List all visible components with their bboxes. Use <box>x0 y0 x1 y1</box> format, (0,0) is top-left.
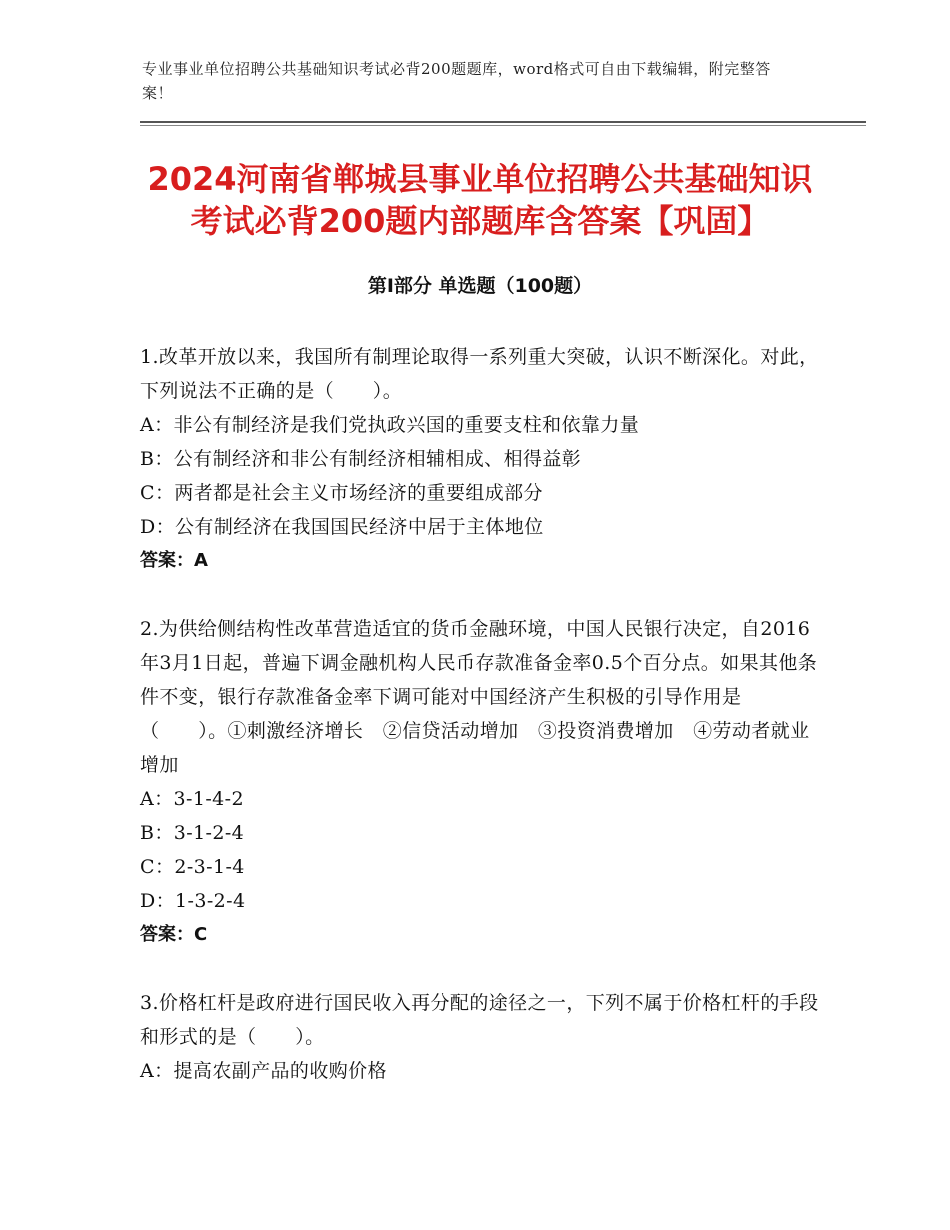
header-divider-thick <box>140 121 866 123</box>
option-c: C：两者都是社会主义市场经济的重要组成部分 <box>140 482 543 504</box>
question-1 <box>140 340 820 578</box>
answer: 答案：A <box>140 550 208 571</box>
option-a: A：非公有制经济是我们党执政兴国的重要支柱和依靠力量 <box>140 414 640 436</box>
header-note: 专业事业单位招聘公共基础知识考试必背200题题库，word格式可自由下载编辑，附完整答案！ <box>142 60 771 102</box>
option-d: D：公有制经济在我国国民经济中居于主体地位 <box>140 516 544 538</box>
option-d: D：1-3-2-4 <box>140 890 246 912</box>
option-a: A：3-1-4-2 <box>140 788 244 810</box>
question-3 <box>140 986 820 1088</box>
question-text: 1.改革开放以来，我国所有制理论取得一系列重大突破，认识不断深化。对此，下列说法不正确的是（ ）。 <box>140 346 819 402</box>
question-text: 3.价格杠杆是政府进行国民收入再分配的途径之一，下列不属于价格杠杆的手段和形式的是（ ）。 <box>140 992 819 1048</box>
option-c: C：2-3-1-4 <box>140 856 245 878</box>
answer: 答案：C <box>140 924 208 945</box>
option-a: A：提高农副产品的收购价格 <box>140 1060 387 1082</box>
option-b: B：3-1-2-4 <box>140 822 245 844</box>
question-text: 2.为供给侧结构性改革营造适宜的货币金融环境，中国人民银行决定，自2016年3月1日起，普遍下调金融机构人民币存款准备金率0.5个百分点。如果其他条件不变，银行存款准备金率下调可能对中国经济产生积极的引导作用是（ ）。①刺激经济增长 ②信贷活动增加 ③投资消费增加 ④劳动者就业增加 <box>140 618 818 776</box>
document-title: 2024河南省郸城县事业单位招聘公共基础知识考试必背200题内部题库含答案【巩固】 <box>147 160 813 240</box>
question-2 <box>140 612 820 952</box>
section-heading: 第Ⅰ部分 单选题（100题） <box>367 275 593 297</box>
option-b: B：公有制经济和非公有制经济相辅相成、相得益彰 <box>140 448 582 470</box>
header-divider-thin <box>140 125 866 126</box>
question-list <box>140 340 820 1122</box>
